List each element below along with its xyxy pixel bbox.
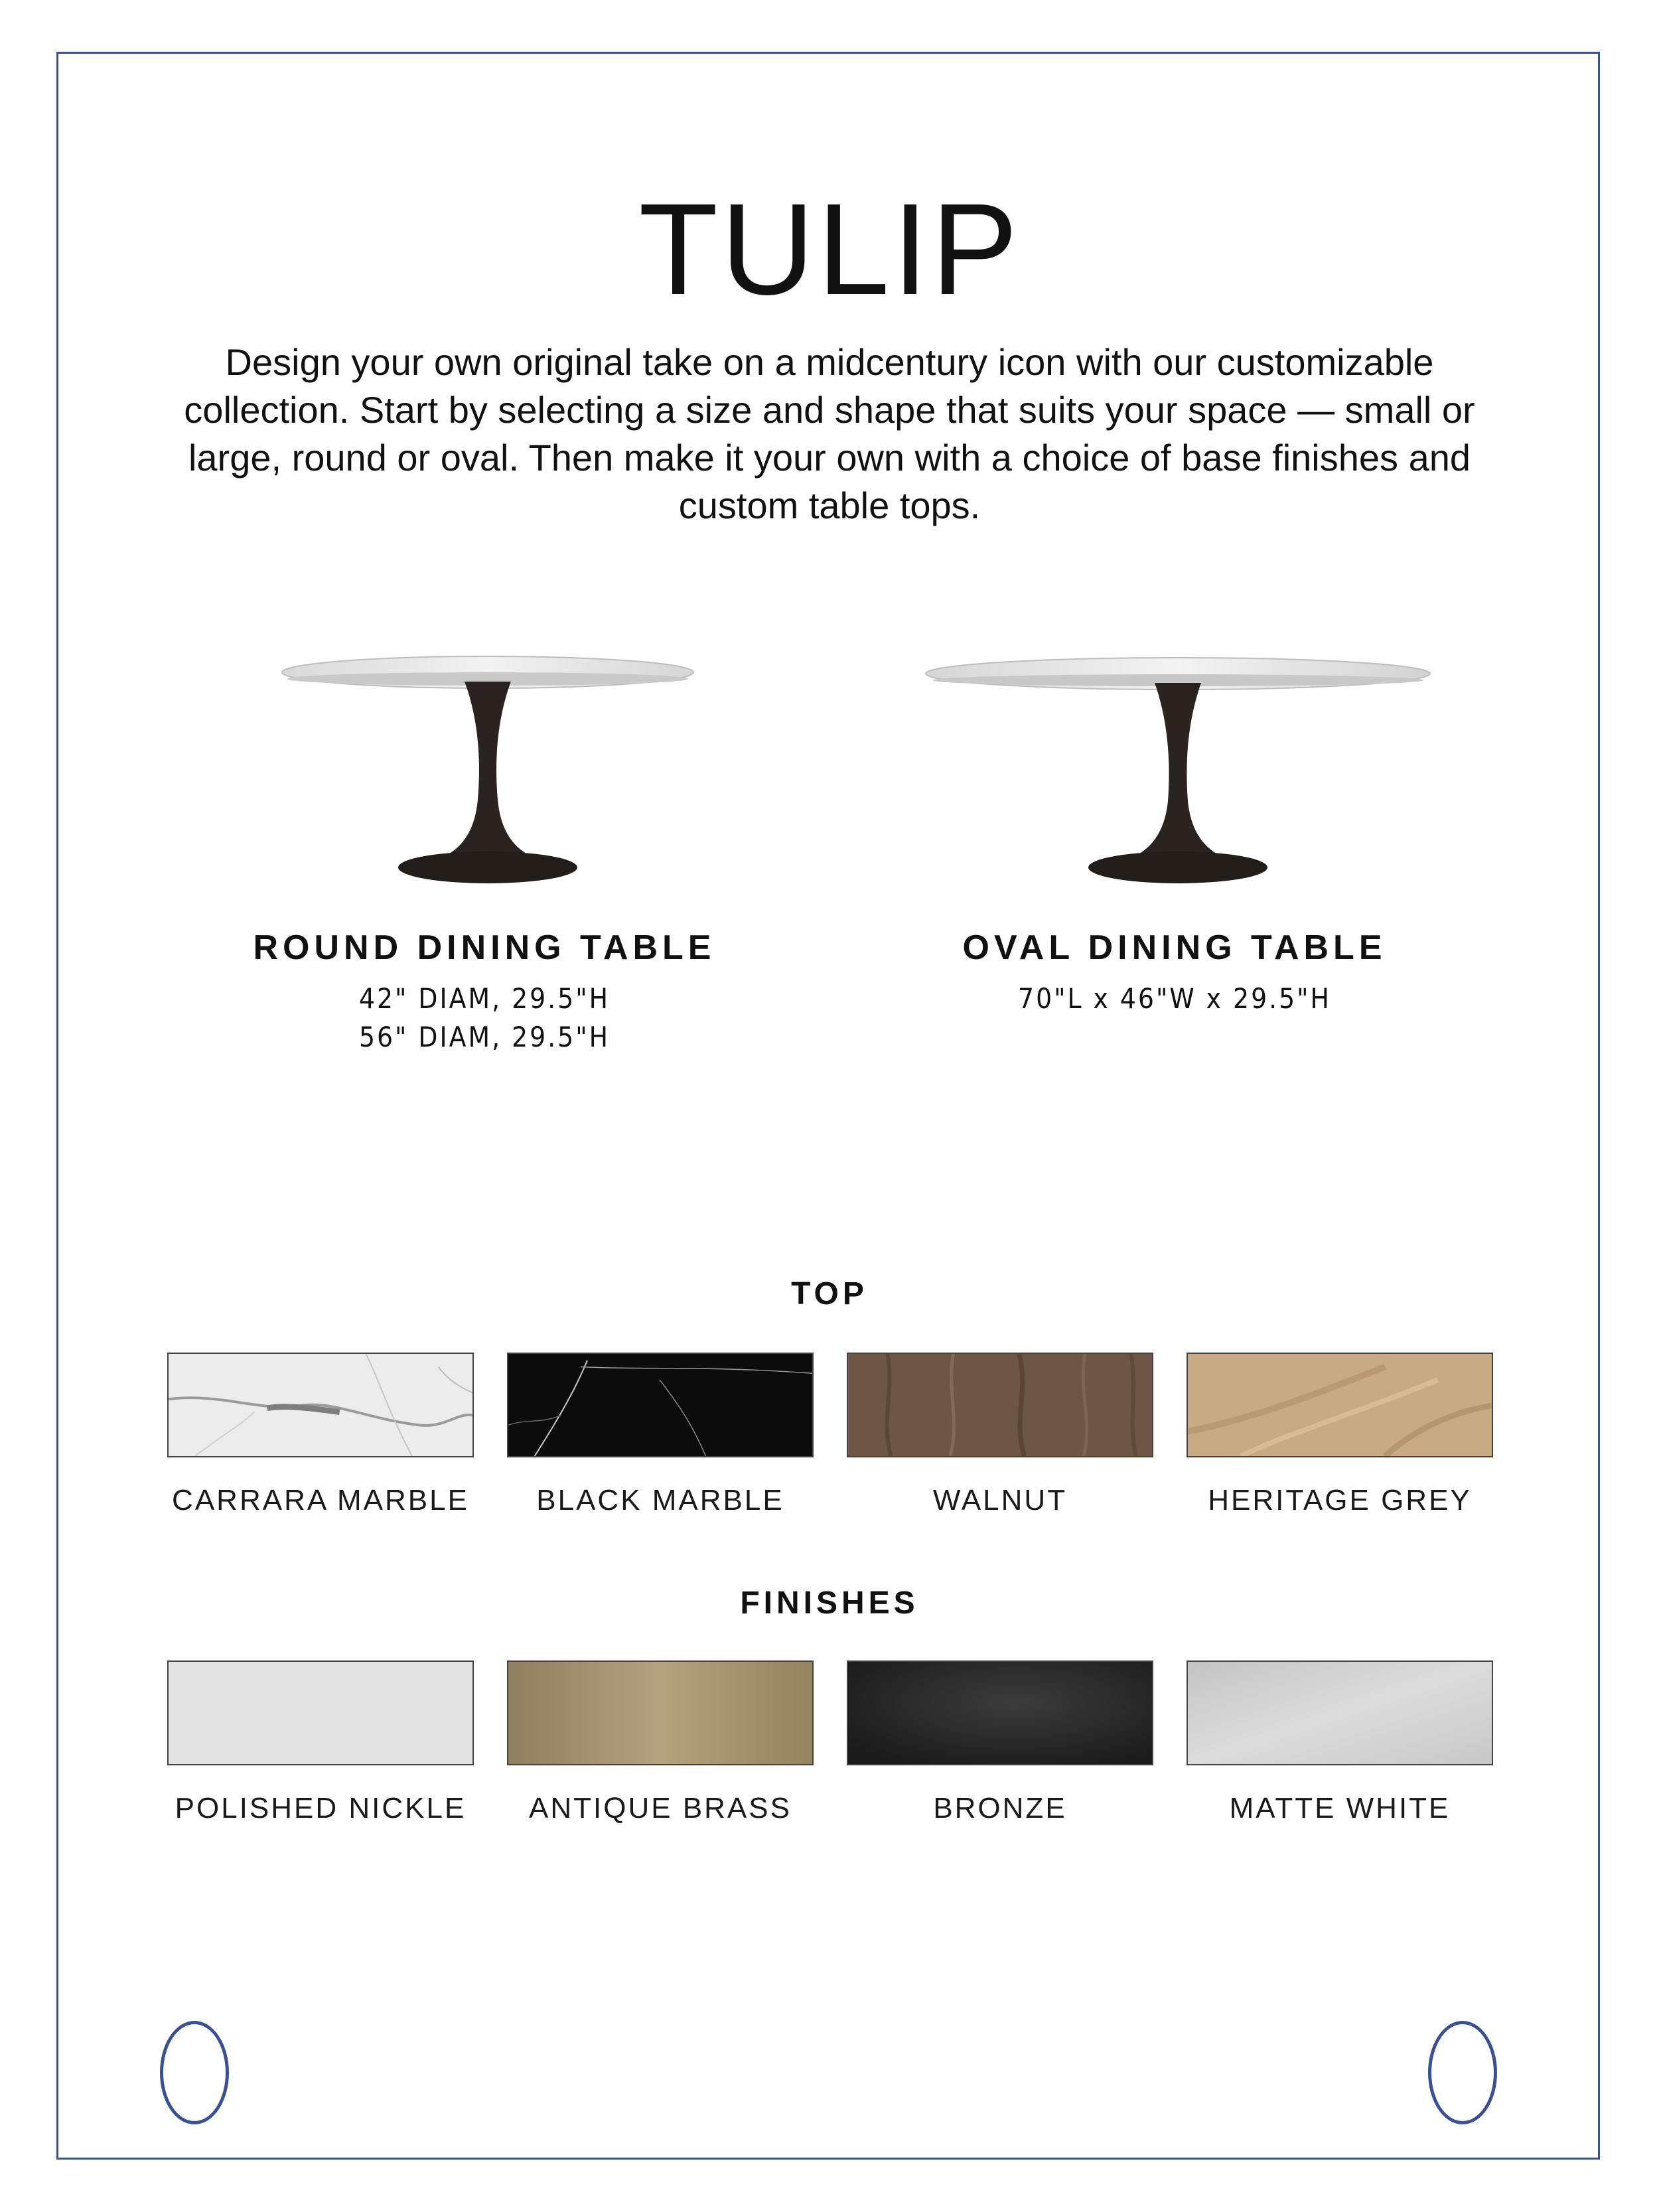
swatch-label-bronze: BRONZE	[933, 1792, 1067, 1824]
product-round-dim-2: 56" DIAM, 29.5"H	[358, 1021, 610, 1053]
swatch-antique-brass[interactable]	[507, 1660, 814, 1765]
corner-oval-right	[1428, 2021, 1497, 2124]
swatch-label-matte-white: MATTE WHITE	[1229, 1792, 1451, 1824]
round-table-image[interactable]	[265, 654, 703, 899]
swatch-walnut[interactable]	[847, 1353, 1153, 1457]
top-heading: TOP	[791, 1276, 868, 1311]
swatch-label-black-marble: BLACK MARBLE	[536, 1484, 784, 1516]
product-oval-title: OVAL DINING TABLE	[962, 928, 1387, 967]
finishes-heading: FINISHES	[740, 1585, 919, 1621]
swatch-heritage-grey[interactable]	[1187, 1353, 1493, 1457]
product-round[interactable]	[252, 928, 717, 1057]
oval-table-image[interactable]	[916, 654, 1433, 899]
page-title: TULIP	[638, 177, 1021, 322]
product-round-dim-1: 42" DIAM, 29.5"H	[358, 982, 610, 1015]
swatch-label-walnut: WALNUT	[932, 1484, 1068, 1516]
swatch-matte-white[interactable]	[1187, 1660, 1493, 1765]
swatch-label-heritage-grey: HERITAGE GREY	[1208, 1484, 1472, 1516]
swatch-label-polished-nickle: POLISHED NICKLE	[175, 1792, 467, 1824]
product-round-title: ROUND DINING TABLE	[253, 928, 716, 967]
swatch-bronze[interactable]	[847, 1660, 1153, 1765]
corner-oval-left	[160, 2021, 229, 2124]
product-oval[interactable]	[942, 928, 1407, 1018]
swatch-polished-nickle[interactable]	[167, 1660, 474, 1765]
swatch-carrara-marble[interactable]	[167, 1353, 474, 1457]
product-oval-dim-1: 70"L x 46"W x 29.5"H	[1018, 982, 1331, 1015]
intro-text: Design your own original take on a midcentury icon with our customizable collection. Start by selecting a size and shape that suits your space — small or large, round or oval. Then make it your own with a choice of base finishes and custom table tops.	[184, 341, 1475, 526]
swatch-black-marble[interactable]	[507, 1353, 814, 1457]
swatch-label-carrara-marble: CARRARA MARBLE	[172, 1484, 469, 1516]
swatch-label-antique-brass: ANTIQUE BRASS	[529, 1792, 792, 1824]
